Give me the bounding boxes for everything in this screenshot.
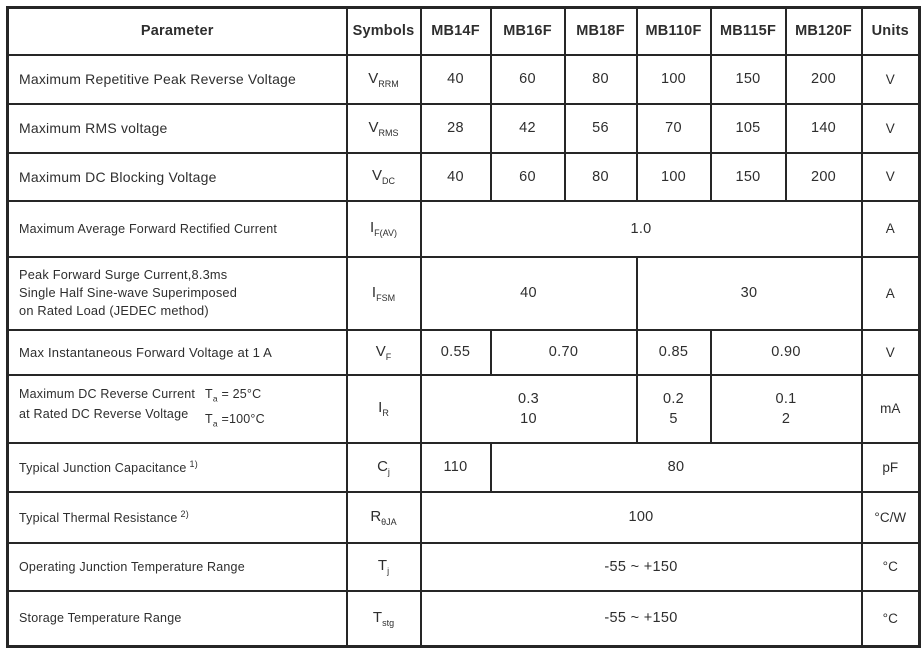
- header-row: [8, 8, 920, 55]
- unit-cell: °C/W: [862, 492, 920, 543]
- unit-cell: V: [862, 55, 920, 104]
- parameter-line: Peak Forward Surge Current,8.3ms: [19, 267, 228, 282]
- symbol-cell: $V_{RMS}$: [347, 104, 421, 153]
- unit-cell: mA: [862, 375, 920, 443]
- parameter-cell: [8, 375, 347, 443]
- unit-cell: V: [862, 330, 920, 375]
- parameter-cell: Operating Junction Temperature Range: [8, 543, 347, 591]
- symbol-cell: $R_{\theta JA}$: [347, 492, 421, 543]
- parameter-line: at Rated DC Reverse Voltage: [19, 407, 189, 421]
- col-header-symbols: Symbols: [347, 8, 421, 55]
- table-row-vf: [8, 330, 920, 375]
- value-cell-merged: 80: [491, 443, 862, 492]
- parameter-cell: Maximum Repetitive Peak Reverse Voltage: [8, 55, 347, 104]
- col-header-mb18f: MB18F: [565, 8, 637, 55]
- table-row-vrrm: [8, 55, 920, 104]
- value-cell: 150: [711, 153, 786, 201]
- col-header-parameter: Parameter: [8, 8, 347, 55]
- symbol-cell: $C_j$: [347, 443, 421, 492]
- table-row-vrms: [8, 104, 920, 153]
- unit-cell: V: [862, 104, 920, 153]
- value-cell: 140: [786, 104, 862, 153]
- ratings-spec-table: [6, 6, 921, 648]
- footnote-mark: 1): [189, 458, 198, 469]
- col-header-mb110f: MB110F: [637, 8, 711, 55]
- parameter-cell: Max Instantaneous Forward Voltage at 1 A: [8, 330, 347, 375]
- value-cell-merged: 100: [421, 492, 862, 543]
- value-cell-merged: 0.1 2: [711, 375, 862, 443]
- unit-cell: pF: [862, 443, 920, 492]
- col-header-mb120f: MB120F: [786, 8, 862, 55]
- symbol-cell: $T_{stg}$: [347, 591, 421, 647]
- value-cell: 60: [491, 55, 565, 104]
- condition-line: $T_a =100^\circ C$: [205, 411, 265, 428]
- table-row-ifsm: [8, 257, 920, 330]
- symbol-cell: $I_{FSM}$: [347, 257, 421, 330]
- footnote-mark: 2): [180, 508, 189, 519]
- symbol-cell: $V_{DC}$: [347, 153, 421, 201]
- symbol-cell: $V_F$: [347, 330, 421, 375]
- value-cell: 70: [637, 104, 711, 153]
- unit-cell: °C: [862, 543, 920, 591]
- parameter-cell: Typical Junction Capacitance $^{1)}$: [8, 443, 347, 492]
- symbol-cell: $I_{F(AV)}$: [347, 201, 421, 257]
- value-cell: 100: [637, 153, 711, 201]
- value-cell-merged: 1.0: [421, 201, 862, 257]
- symbol-cell: $V_{RRM}$: [347, 55, 421, 104]
- value-cell: 56: [565, 104, 637, 153]
- table-row-vdc: [8, 153, 920, 201]
- value-cell: 80: [565, 55, 637, 104]
- unit-cell: A: [862, 201, 920, 257]
- value-cell: 150: [711, 55, 786, 104]
- value-cell: 100: [637, 55, 711, 104]
- table-row-ifav: [8, 201, 920, 257]
- value-cell: 200: [786, 153, 862, 201]
- parameter-line: on Rated Load (JEDEC method): [19, 303, 209, 318]
- value-cell: 28: [421, 104, 491, 153]
- table-row-ir: [8, 375, 920, 443]
- value-cell-merged: 0.3 10: [421, 375, 637, 443]
- value-cell: 200: [786, 55, 862, 104]
- symbol-cell: $T_j$: [347, 543, 421, 591]
- symbol-cell: $I_R$: [347, 375, 421, 443]
- col-header-mb115f: MB115F: [711, 8, 786, 55]
- value-cell-merged: 30: [637, 257, 862, 330]
- unit-cell: A: [862, 257, 920, 330]
- value-cell-merged: 40: [421, 257, 637, 330]
- value-cell: 105: [711, 104, 786, 153]
- table-row-cj: [8, 443, 920, 492]
- parameter-cell: Typical Thermal Resistance $^{2)}$: [8, 492, 347, 543]
- value-cell-merged: 0.90: [711, 330, 862, 375]
- value-cell: 40: [421, 153, 491, 201]
- parameter-cell: Storage Temperature Range: [8, 591, 347, 647]
- col-header-units: Units: [862, 8, 920, 55]
- col-header-mb16f: MB16F: [491, 8, 565, 55]
- value-cell-merged: -55 ~ +150: [421, 543, 862, 591]
- value-cell: 0.2 5: [637, 375, 711, 443]
- unit-cell: °C: [862, 591, 920, 647]
- parameter-line: Maximum DC Reverse Current: [19, 387, 196, 401]
- parameter-line: Single Half Sine-wave Superimposed: [19, 285, 238, 300]
- condition-line: $T_a = 25^\circ C$: [205, 387, 262, 404]
- value-cell: 110: [421, 443, 491, 492]
- parameter-cell: Maximum DC Blocking Voltage: [8, 153, 347, 201]
- value-cell: 60: [491, 153, 565, 201]
- table-row-rthja: [8, 492, 920, 543]
- value-cell: 0.85: [637, 330, 711, 375]
- table-row-tj: [8, 543, 920, 591]
- value-cell: 40: [421, 55, 491, 104]
- unit-cell: V: [862, 153, 920, 201]
- parameter-cell: Maximum RMS voltage: [8, 104, 347, 153]
- col-header-mb14f: MB14F: [421, 8, 491, 55]
- value-cell: 80: [565, 153, 637, 201]
- value-cell-merged: -55 ~ +150: [421, 591, 862, 647]
- parameter-cell: [8, 257, 347, 330]
- value-cell: 42: [491, 104, 565, 153]
- parameter-with-conditions: [19, 384, 346, 433]
- value-cell: 0.55: [421, 330, 491, 375]
- parameter-cell: Maximum Average Forward Rectified Current: [8, 201, 347, 257]
- value-cell-merged: 0.70: [491, 330, 637, 375]
- table-row-tstg: [8, 591, 920, 647]
